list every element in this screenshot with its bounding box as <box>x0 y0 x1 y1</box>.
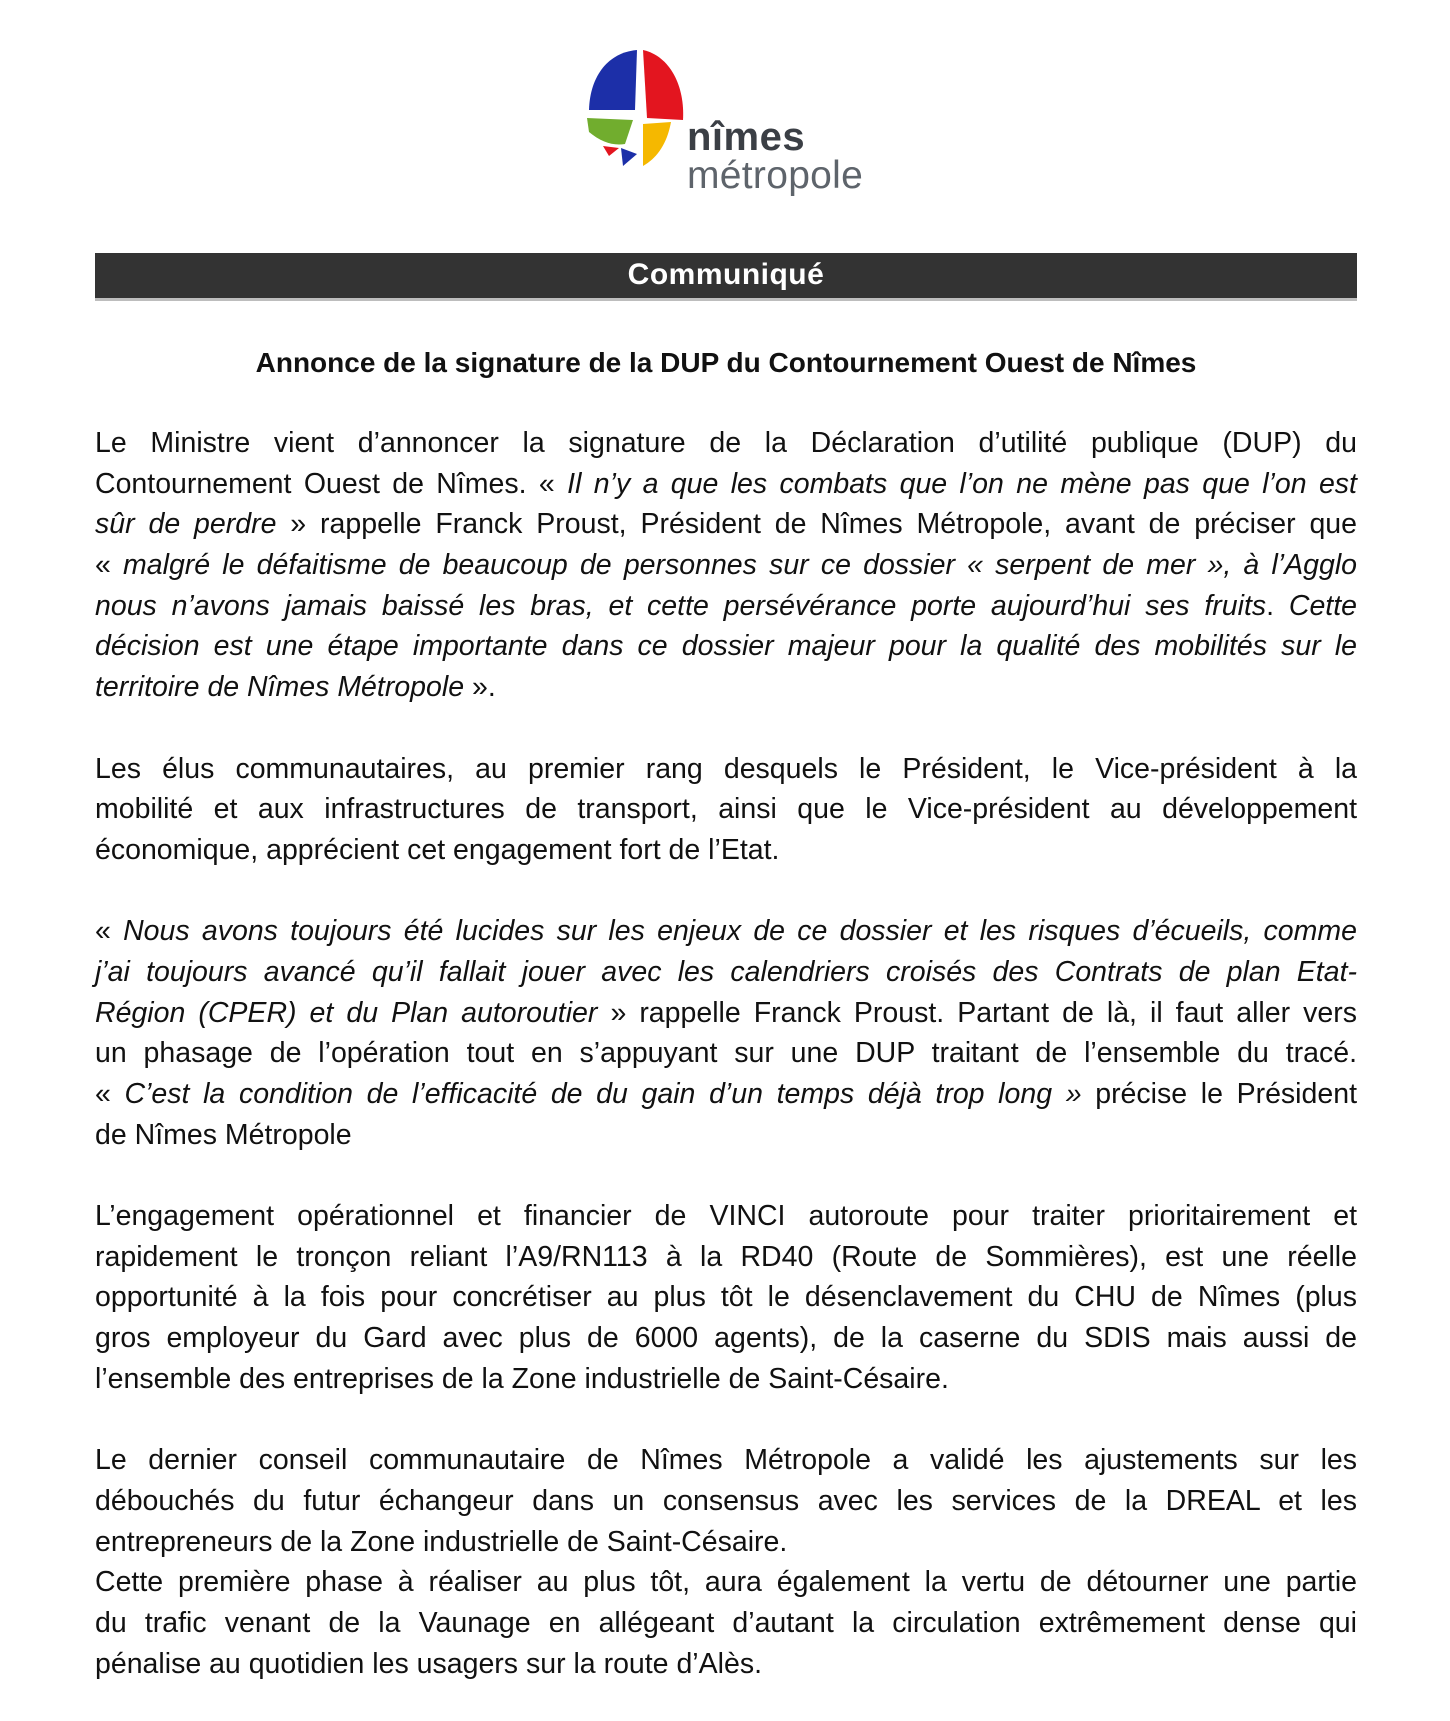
text-run: de Nîmes Métropole <box>95 1118 352 1151</box>
logo-green-segment <box>587 118 633 145</box>
text-line <box>95 1196 1357 1237</box>
text-run: entrepreneurs de la Zone industrielle de Saint-Césaire. <box>95 1525 788 1558</box>
text-line <box>95 667 1357 708</box>
paragraph-gap <box>95 1155 1357 1196</box>
italic-text-run: j’ai toujours avancé qu’il fallait jouer avec les calendriers croisés des Contrats de plan Etat- <box>95 955 1357 988</box>
text-line <box>95 911 1357 952</box>
italic-text-run: territoire de Nîmes Métropole <box>95 671 465 704</box>
logo-blue-segment <box>589 50 637 110</box>
logo-emblem-icon <box>585 48 685 178</box>
text-run: économique, apprécient cet engagement fort de l’Etat. <box>95 833 780 866</box>
text-run: Contournement Ouest de Nîmes. « <box>95 467 568 500</box>
paragraph <box>95 749 1357 871</box>
text-line <box>95 1318 1357 1359</box>
text-line <box>95 464 1357 505</box>
logo-red-segment <box>643 50 683 120</box>
paragraph <box>95 1440 1357 1562</box>
italic-text-run: malgré le défaitisme de beaucoup de personnes sur ce dossier « serpent de mer », à l’Agglo <box>123 549 1357 582</box>
text-line <box>95 1603 1357 1644</box>
paragraph <box>95 911 1357 1155</box>
text-line <box>95 423 1357 464</box>
paragraph <box>95 1562 1357 1684</box>
nimes-metropole-logo <box>585 48 885 198</box>
banner-label: Communiqué <box>627 258 825 291</box>
text-line <box>95 1277 1357 1318</box>
italic-text-run: sûr de perdre <box>95 508 277 541</box>
paragraph-gap <box>95 871 1357 912</box>
italic-text-run: Cette <box>1288 589 1357 622</box>
text-run: L’engagement opérationnel et financier de VINCI autoroute pour traiter prioritairement et <box>95 1200 1357 1233</box>
text-run: . <box>1266 589 1289 622</box>
text-line <box>95 1074 1357 1115</box>
text-run: mobilité et aux infrastructures de transport, ainsi que le Vice-président au développement <box>95 793 1357 826</box>
text-line <box>95 545 1357 586</box>
text-run: « <box>95 1078 125 1110</box>
italic-text-run: Il n’y a que les combats que l’on ne mène pas que l’on est <box>567 467 1357 500</box>
logo-line-nimes: nîmes <box>687 115 806 159</box>
text-run: Les élus communautaires, au premier rang desquels le Président, le Vice-président à la <box>95 752 1357 785</box>
text-run: du trafic venant de la Vaunage en allégeant d’autant la circulation extrêmement dense qui <box>95 1606 1357 1639</box>
text-line <box>95 952 1357 993</box>
text-line <box>95 1359 1357 1400</box>
text-line <box>95 1033 1357 1074</box>
logo-line-metropole: métropole <box>687 154 864 198</box>
text-line <box>95 1115 1357 1156</box>
text-line <box>95 789 1357 830</box>
communique-banner <box>95 253 1357 301</box>
text-run: l’ensemble des entreprises de la Zone industrielle de Saint-Césaire. <box>95 1362 949 1395</box>
text-run: Cette première phase à réaliser au plus tôt, aura également la vertu de détourner une partie <box>95 1566 1357 1599</box>
italic-text-run: décision est une étape importante dans ce dossier majeur pour la qualité des mobilités sur le <box>95 630 1357 663</box>
text-line <box>95 1440 1357 1481</box>
text-line <box>95 830 1357 871</box>
italic-text-run: Région (CPER) et du Plan autoroutier <box>95 996 598 1029</box>
text-line <box>95 993 1357 1034</box>
text-run: Le dernier conseil communautaire de Nîmes Métropole a validé les ajustements sur les <box>95 1444 1357 1477</box>
paragraph-gap <box>95 708 1357 749</box>
text-line <box>95 749 1357 790</box>
text-line <box>95 504 1357 545</box>
text-run: ». <box>464 671 496 704</box>
text-run: rapidement le tronçon reliant l’A9/RN113 à la RD40 (Route de Sommières), est une réelle <box>95 1240 1357 1273</box>
text-line <box>95 1237 1357 1278</box>
document-body <box>95 423 1357 1684</box>
text-run: » rappelle Franck Proust, Président de Nîmes Métropole, avant de préciser que <box>276 508 1358 541</box>
document-title: Annonce de la signature de la DUP du Contournement Ouest de Nîmes <box>255 347 1197 378</box>
text-line <box>95 1522 1357 1563</box>
logo-small-red-segment <box>603 146 619 156</box>
text-line <box>95 626 1357 667</box>
text-run: « <box>95 549 124 582</box>
text-run: opportunité à la fois pour concrétiser au plus tôt le désenclavement du CHU de Nîmes (plus <box>95 1281 1357 1314</box>
text-run: pénalise au quotidien les usagers sur la route d’Alès. <box>95 1647 762 1680</box>
text-line <box>95 1644 1357 1685</box>
italic-text-run: nous n’avons jamais baissé les bras, et cette persévérance porte aujourd’hui ses fruits <box>95 589 1267 622</box>
logo-yellow-segment <box>643 122 671 166</box>
text-run: débouchés du futur échangeur dans un consensus avec les services de la DREAL et les <box>95 1484 1357 1517</box>
text-line <box>95 1562 1357 1603</box>
text-run: Le Ministre vient d’annoncer la signature de la Déclaration d’utilité publique (DUP) du <box>95 427 1357 459</box>
text-run: « <box>95 915 124 948</box>
text-line <box>95 1481 1357 1522</box>
paragraph <box>95 1196 1357 1399</box>
text-run: un phasage de l’opération tout en s’appuyant sur une DUP traitant de l’ensemble du tracé. <box>95 1037 1357 1070</box>
paragraph <box>95 423 1357 708</box>
logo-wordmark <box>687 115 864 198</box>
text-line <box>95 586 1357 627</box>
text-run: » rappelle Franck Proust. Partant de là, il faut aller vers <box>597 996 1357 1029</box>
italic-text-run: C’est la condition de l’efficacité de du gain d’un temps déjà trop long » <box>124 1078 1082 1110</box>
text-run: gros employeur du Gard avec plus de 6000 agents), de la caserne du SDIS mais aussi de <box>95 1322 1357 1355</box>
logo-small-blue-segment <box>621 148 637 166</box>
text-run: précise le Président <box>1081 1078 1357 1110</box>
italic-text-run: Nous avons toujours été lucides sur les enjeux de ce dossier et les risques d’écueils, comme <box>123 915 1357 948</box>
paragraph-gap <box>95 1400 1357 1441</box>
